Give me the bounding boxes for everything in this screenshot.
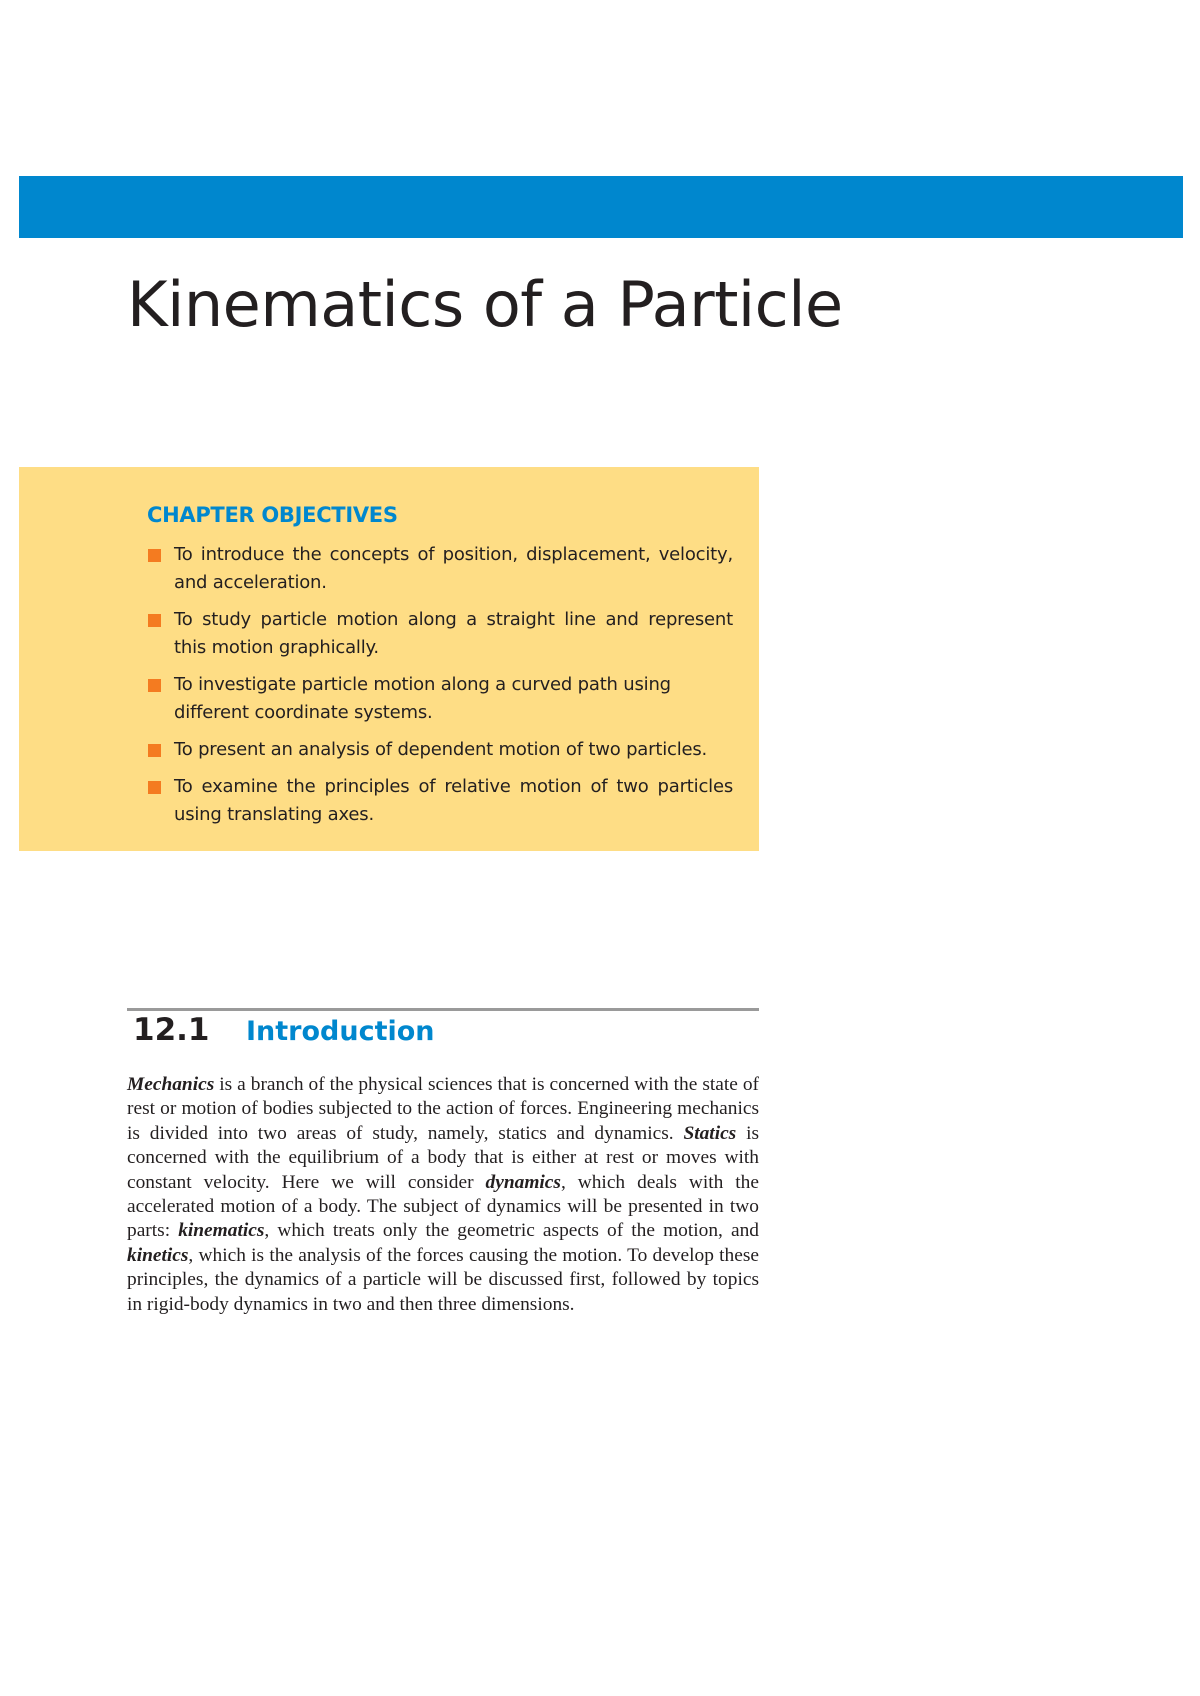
section-heading bbox=[133, 1012, 435, 1048]
square-bullet-icon bbox=[148, 614, 161, 627]
term-mechanics: Mechanics bbox=[127, 1074, 215, 1095]
objective-text: To investigate particle motion along a curved path using different coordinate systems. bbox=[174, 674, 671, 723]
objectives-list bbox=[129, 541, 733, 829]
objective-item bbox=[129, 671, 733, 727]
body-text: , which deals with the accelerated motion of a body. The subject of dynamics will be presented in two parts: bbox=[127, 1171, 759, 1242]
term-kinetics: kinetics bbox=[127, 1244, 189, 1266]
section-divider bbox=[127, 1008, 759, 1011]
body-text: is concerned with the equilibrium of a body that is either at rest or moves with constant velocity. Here we will consider bbox=[127, 1122, 760, 1193]
body-text: is a branch of the physical sciences that is concerned with the state of rest or motion of bodies subjected to the action of forces. Engineering mechanics is divided into two areas of study, namely, statics and dynamics. bbox=[127, 1074, 759, 1144]
body-text: , which is the analysis of the forces causing the motion. To develop these principles, the dynamics of a particle will be discussed first, followed by topics in rigid-body dynamics in two and then three dimensions. bbox=[127, 1244, 759, 1315]
square-bullet-icon bbox=[148, 744, 161, 757]
objective-item bbox=[129, 773, 733, 829]
term-statics: Statics bbox=[683, 1122, 737, 1144]
objective-item bbox=[129, 606, 733, 662]
term-dynamics: dynamics bbox=[485, 1171, 561, 1193]
objective-item bbox=[129, 541, 733, 597]
square-bullet-icon bbox=[148, 679, 161, 692]
square-bullet-icon bbox=[148, 781, 161, 794]
objective-item bbox=[129, 736, 733, 764]
chapter-header-bar bbox=[19, 176, 1183, 238]
objective-text: To present an analysis of dependent motion of two particles. bbox=[174, 739, 708, 760]
section-body-paragraph bbox=[127, 1073, 759, 1317]
chapter-title: Kinematics of a Particle bbox=[127, 268, 843, 341]
objective-text: To introduce the concepts of position, displacement, velocity, and acceleration. bbox=[174, 544, 733, 593]
section-number: 12.1 bbox=[133, 1012, 210, 1048]
body-text: , which treats only the geometric aspects of the motion, and bbox=[264, 1220, 759, 1242]
objective-text: To examine the principles of relative motion of two particles using translating axes. bbox=[174, 776, 733, 825]
section-title: Introduction bbox=[246, 1016, 435, 1047]
chapter-objectives-box bbox=[19, 467, 759, 851]
term-kinematics: kinematics bbox=[178, 1220, 265, 1242]
square-bullet-icon bbox=[148, 549, 161, 562]
objective-text: To study particle motion along a straight line and represent this motion graphically. bbox=[174, 609, 733, 658]
objectives-heading: CHAPTER OBJECTIVES bbox=[147, 503, 398, 527]
